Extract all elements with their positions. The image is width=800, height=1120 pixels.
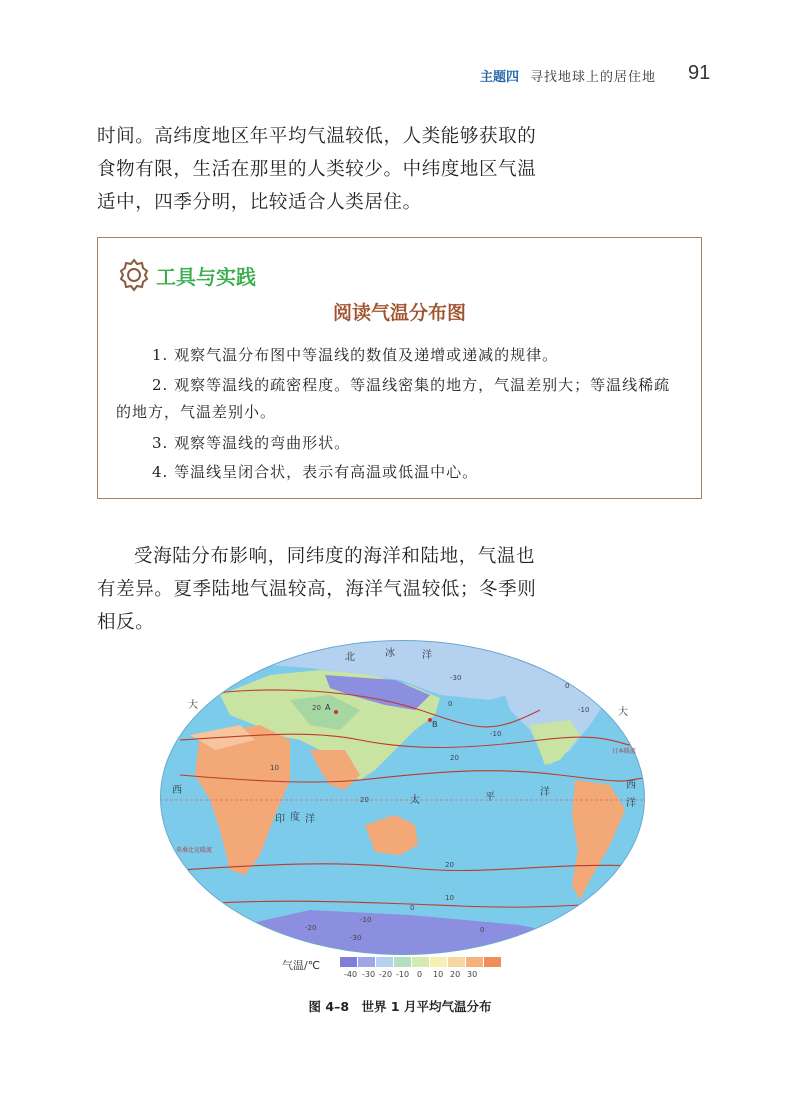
ocean-label: 西	[626, 780, 636, 791]
ocean-label: 太	[410, 795, 420, 806]
theme-label: 主题四	[480, 70, 520, 85]
ocean-label: 大	[188, 700, 198, 711]
paragraph-intro: 时间。高纬度地区年平均气温较低，人类能够获取的食物有限，生活在那里的人类较少。中纬度地区气温适中，四季分明，比较适合人类居住。	[97, 126, 537, 213]
legend-tick: 0	[417, 970, 423, 979]
ocean-label: 度	[290, 812, 300, 823]
svg-text:-10: -10	[490, 730, 502, 738]
svg-text:0: 0	[448, 700, 453, 708]
practice-item-4: 4. 等温线呈闭合状，表示有高温或低温中心。	[152, 463, 479, 481]
temperature-legend	[282, 955, 542, 985]
svg-text:-10: -10	[578, 706, 590, 714]
legend-swatch	[358, 957, 376, 967]
ocean-label: 西	[172, 785, 182, 796]
tool-label: 工具与实践	[156, 264, 256, 289]
paragraph-land-sea: 受海陆分布影响，同纬度的海洋和陆地，气温也有差异。夏季陆地气温较高，海洋气温较低；冬季则相反。	[97, 546, 537, 633]
ocean-label: 洋	[540, 787, 550, 798]
legend-swatch	[340, 957, 358, 967]
page-number: 91	[688, 62, 711, 84]
svg-text:0: 0	[410, 904, 415, 912]
tool-heading	[116, 258, 256, 292]
legend-swatch	[376, 957, 394, 967]
legend-color-bar	[340, 957, 502, 967]
legend-swatch	[412, 957, 430, 967]
practice-item-3: 3. 观察等温线的弯曲形状。	[152, 434, 351, 452]
ocean-label: 大	[618, 707, 628, 718]
svg-text:20: 20	[445, 861, 454, 869]
svg-text:-30: -30	[450, 674, 462, 682]
point-a-label: A	[325, 703, 331, 712]
legend-tick: -10	[396, 970, 410, 979]
svg-text:20: 20	[360, 796, 369, 804]
svg-text:20: 20	[312, 704, 321, 712]
practice-item-1: 1. 观察气温分布图中等温线的数值及递增或递减的规律。	[152, 346, 559, 364]
legend-tick: 20	[450, 970, 461, 979]
current-label: 日本暖流	[612, 748, 637, 755]
svg-text:10: 10	[445, 894, 454, 902]
point-b-label: B	[432, 720, 438, 729]
legend-tick: -30	[362, 970, 376, 979]
legend-tick: 30	[467, 970, 478, 979]
tool-practice-box	[97, 237, 702, 499]
svg-text:-10: -10	[360, 916, 372, 924]
svg-text:10: 10	[270, 764, 279, 772]
legend-swatch	[466, 957, 484, 967]
current-label: 莫桑比克暖流	[176, 847, 213, 854]
legend-swatch	[448, 957, 466, 967]
svg-text:0: 0	[480, 926, 485, 934]
ocean-label: 平	[485, 792, 495, 803]
page-header	[460, 62, 720, 88]
gear-icon	[116, 257, 152, 293]
legend-swatch	[394, 957, 412, 967]
legend-tick: -20	[379, 970, 393, 979]
practice-item-2: 2. 观察等温线的疏密程度。等温线密集的地方，气温差别大；等温线稀疏的地方，气温差别小。	[116, 376, 671, 421]
svg-text:0: 0	[565, 682, 570, 690]
box-title: 阅读气温分布图	[332, 302, 466, 324]
point-a-marker	[334, 710, 338, 714]
ocean-label: 印	[275, 814, 285, 825]
world-temperature-map	[160, 640, 645, 955]
legend-title: 气温/℃	[282, 959, 321, 972]
ocean-label: 洋	[626, 798, 636, 809]
ocean-label: 北	[345, 652, 355, 663]
legend-swatch	[430, 957, 448, 967]
ocean-label: 洋	[422, 650, 432, 661]
section-title: 寻找地球上的居住地	[530, 70, 657, 85]
legend-tick: 10	[433, 970, 444, 979]
svg-text:20: 20	[450, 754, 459, 762]
figure-caption: 图 4–8 世界 1 月平均气温分布	[308, 999, 492, 1014]
legend-swatch	[484, 957, 502, 967]
ocean-label: 冰	[385, 648, 395, 659]
svg-text:-30: -30	[350, 934, 362, 942]
svg-text:-20: -20	[305, 924, 317, 932]
ocean-label: 洋	[305, 814, 315, 825]
legend-tick: -40	[344, 970, 358, 979]
